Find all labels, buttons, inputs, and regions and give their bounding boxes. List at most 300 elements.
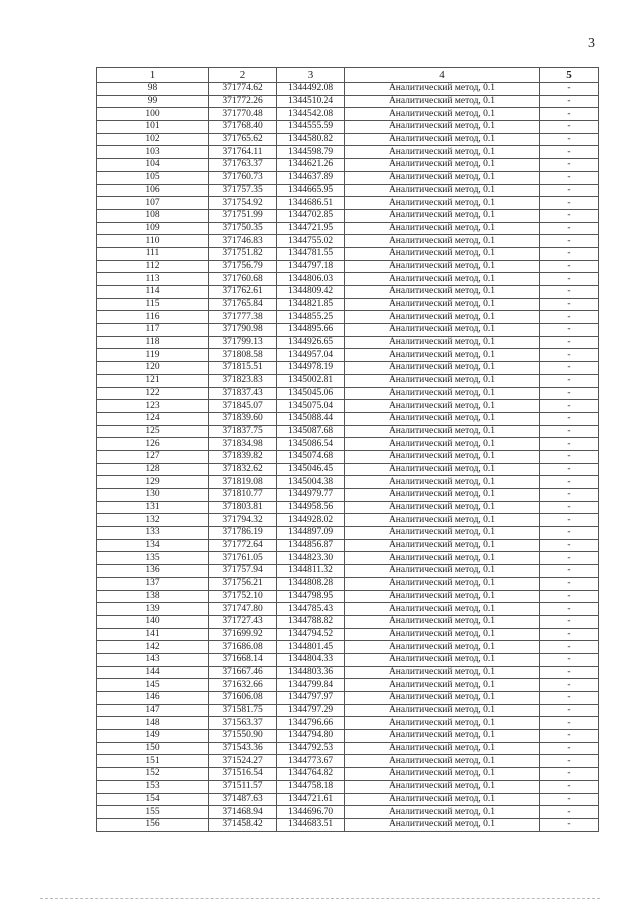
point-number: 122 <box>97 387 209 400</box>
y-coordinate: 1344803.36 <box>277 666 345 679</box>
table-row <box>97 159 599 172</box>
point-number: 125 <box>97 425 209 438</box>
table-row <box>97 247 599 260</box>
x-coordinate: 371765.84 <box>209 298 277 311</box>
note: - <box>540 159 599 172</box>
note: - <box>540 108 599 121</box>
x-coordinate: 371756.79 <box>209 260 277 273</box>
point-number: 140 <box>97 615 209 628</box>
note: - <box>540 717 599 730</box>
point-number: 150 <box>97 742 209 755</box>
point-number: 102 <box>97 133 209 146</box>
method-accuracy: Аналитический метод, 0.1 <box>345 286 540 299</box>
table-row <box>97 780 599 793</box>
note: - <box>540 311 599 324</box>
note: - <box>540 298 599 311</box>
method-accuracy: Аналитический метод, 0.1 <box>345 400 540 413</box>
method-accuracy: Аналитический метод, 0.1 <box>345 108 540 121</box>
x-coordinate: 371794.32 <box>209 514 277 527</box>
table-row <box>97 121 599 134</box>
x-coordinate: 371581.75 <box>209 704 277 717</box>
y-coordinate: 1344510.24 <box>277 95 345 108</box>
note: - <box>540 374 599 387</box>
y-coordinate: 1344928.02 <box>277 514 345 527</box>
y-coordinate: 1345086.54 <box>277 438 345 451</box>
method-accuracy: Аналитический метод, 0.1 <box>345 780 540 793</box>
note: - <box>540 425 599 438</box>
table-row <box>97 742 599 755</box>
method-accuracy: Аналитический метод, 0.1 <box>345 374 540 387</box>
method-accuracy: Аналитический метод, 0.1 <box>345 755 540 768</box>
note: - <box>540 222 599 235</box>
y-coordinate: 1344855.25 <box>277 311 345 324</box>
x-coordinate: 371810.77 <box>209 489 277 502</box>
note: - <box>540 324 599 337</box>
method-accuracy: Аналитический метод, 0.1 <box>345 184 540 197</box>
point-number: 114 <box>97 286 209 299</box>
page-bottom-edge <box>40 898 600 899</box>
y-coordinate: 1345088.44 <box>277 412 345 425</box>
table-row <box>97 565 599 578</box>
point-number: 129 <box>97 476 209 489</box>
table-row <box>97 501 599 514</box>
x-coordinate: 371746.83 <box>209 235 277 248</box>
table-row <box>97 184 599 197</box>
y-coordinate: 1344806.03 <box>277 273 345 286</box>
note: - <box>540 247 599 260</box>
table-row <box>97 692 599 705</box>
y-coordinate: 1344799.84 <box>277 679 345 692</box>
point-number: 130 <box>97 489 209 502</box>
column-header-5: 5 <box>540 68 599 83</box>
point-number: 155 <box>97 806 209 819</box>
y-coordinate: 1344797.18 <box>277 260 345 273</box>
y-coordinate: 1344794.52 <box>277 628 345 641</box>
note: - <box>540 197 599 210</box>
page-number: 3 <box>588 36 595 51</box>
method-accuracy: Аналитический метод, 0.1 <box>345 336 540 349</box>
table-row <box>97 539 599 552</box>
y-coordinate: 1344621.26 <box>277 159 345 172</box>
table-header-row <box>97 68 599 83</box>
y-coordinate: 1344808.28 <box>277 577 345 590</box>
note: - <box>540 679 599 692</box>
table-row <box>97 527 599 540</box>
x-coordinate: 371799.13 <box>209 336 277 349</box>
table-row <box>97 768 599 781</box>
x-coordinate: 371563.37 <box>209 717 277 730</box>
y-coordinate: 1344823.30 <box>277 552 345 565</box>
note: - <box>540 527 599 540</box>
method-accuracy: Аналитический метод, 0.1 <box>345 159 540 172</box>
note: - <box>540 780 599 793</box>
x-coordinate: 371786.19 <box>209 527 277 540</box>
table-row <box>97 108 599 121</box>
method-accuracy: Аналитический метод, 0.1 <box>345 806 540 819</box>
note: - <box>540 438 599 451</box>
note: - <box>540 628 599 641</box>
note: - <box>540 336 599 349</box>
note: - <box>540 666 599 679</box>
method-accuracy: Аналитический метод, 0.1 <box>345 171 540 184</box>
x-coordinate: 371747.80 <box>209 603 277 616</box>
y-coordinate: 1344958.56 <box>277 501 345 514</box>
table-row <box>97 298 599 311</box>
table-row <box>97 273 599 286</box>
note: - <box>540 235 599 248</box>
table-row <box>97 197 599 210</box>
y-coordinate: 1344797.29 <box>277 704 345 717</box>
y-coordinate: 1344811.32 <box>277 565 345 578</box>
x-coordinate: 371632.66 <box>209 679 277 692</box>
y-coordinate: 1344764.82 <box>277 768 345 781</box>
coordinates-table <box>96 67 599 832</box>
point-number: 127 <box>97 450 209 463</box>
x-coordinate: 371516.54 <box>209 768 277 781</box>
note: - <box>540 400 599 413</box>
note: - <box>540 349 599 362</box>
method-accuracy: Аналитический метод, 0.1 <box>345 121 540 134</box>
table-row <box>97 514 599 527</box>
method-accuracy: Аналитический метод, 0.1 <box>345 717 540 730</box>
x-coordinate: 371667.46 <box>209 666 277 679</box>
x-coordinate: 371839.60 <box>209 412 277 425</box>
method-accuracy: Аналитический метод, 0.1 <box>345 311 540 324</box>
y-coordinate: 1344542.08 <box>277 108 345 121</box>
column-header-3: 3 <box>277 68 345 83</box>
x-coordinate: 371790.98 <box>209 324 277 337</box>
x-coordinate: 371819.08 <box>209 476 277 489</box>
x-coordinate: 371760.73 <box>209 171 277 184</box>
method-accuracy: Аналитический метод, 0.1 <box>345 666 540 679</box>
table-row <box>97 679 599 692</box>
x-coordinate: 371757.94 <box>209 565 277 578</box>
method-accuracy: Аналитический метод, 0.1 <box>345 590 540 603</box>
y-coordinate: 1344796.66 <box>277 717 345 730</box>
method-accuracy: Аналитический метод, 0.1 <box>345 260 540 273</box>
point-number: 108 <box>97 209 209 222</box>
method-accuracy: Аналитический метод, 0.1 <box>345 577 540 590</box>
point-number: 128 <box>97 463 209 476</box>
table-body <box>97 83 599 832</box>
y-coordinate: 1344637.89 <box>277 171 345 184</box>
method-accuracy: Аналитический метод, 0.1 <box>345 641 540 654</box>
point-number: 152 <box>97 768 209 781</box>
x-coordinate: 371772.64 <box>209 539 277 552</box>
table-row <box>97 146 599 159</box>
note: - <box>540 692 599 705</box>
x-coordinate: 371763.37 <box>209 159 277 172</box>
y-coordinate: 1345002.81 <box>277 374 345 387</box>
point-number: 123 <box>97 400 209 413</box>
method-accuracy: Аналитический метод, 0.1 <box>345 362 540 375</box>
x-coordinate: 371764.11 <box>209 146 277 159</box>
table-row <box>97 628 599 641</box>
table-row <box>97 425 599 438</box>
note: - <box>540 450 599 463</box>
note: - <box>540 793 599 806</box>
point-number: 141 <box>97 628 209 641</box>
note: - <box>540 209 599 222</box>
table-row <box>97 476 599 489</box>
method-accuracy: Аналитический метод, 0.1 <box>345 235 540 248</box>
note: - <box>540 95 599 108</box>
x-coordinate: 371754.92 <box>209 197 277 210</box>
note: - <box>540 730 599 743</box>
note: - <box>540 146 599 159</box>
point-number: 139 <box>97 603 209 616</box>
x-coordinate: 371803.81 <box>209 501 277 514</box>
table-row <box>97 463 599 476</box>
x-coordinate: 371752.10 <box>209 590 277 603</box>
note: - <box>540 806 599 819</box>
note: - <box>540 768 599 781</box>
x-coordinate: 371832.62 <box>209 463 277 476</box>
y-coordinate: 1344773.67 <box>277 755 345 768</box>
y-coordinate: 1344895.66 <box>277 324 345 337</box>
y-coordinate: 1344598.79 <box>277 146 345 159</box>
y-coordinate: 1344721.95 <box>277 222 345 235</box>
method-accuracy: Аналитический метод, 0.1 <box>345 133 540 146</box>
table-row <box>97 222 599 235</box>
y-coordinate: 1344721.61 <box>277 793 345 806</box>
y-coordinate: 1345045.06 <box>277 387 345 400</box>
point-number: 103 <box>97 146 209 159</box>
method-accuracy: Аналитический метод, 0.1 <box>345 730 540 743</box>
table-row <box>97 717 599 730</box>
point-number: 110 <box>97 235 209 248</box>
y-coordinate: 1344665.95 <box>277 184 345 197</box>
table-row <box>97 400 599 413</box>
x-coordinate: 371823.83 <box>209 374 277 387</box>
point-number: 135 <box>97 552 209 565</box>
method-accuracy: Аналитический метод, 0.1 <box>345 273 540 286</box>
note: - <box>540 742 599 755</box>
y-coordinate: 1344555.59 <box>277 121 345 134</box>
y-coordinate: 1344788.82 <box>277 615 345 628</box>
point-number: 126 <box>97 438 209 451</box>
x-coordinate: 371511.57 <box>209 780 277 793</box>
method-accuracy: Аналитический метод, 0.1 <box>345 197 540 210</box>
y-coordinate: 1344804.33 <box>277 653 345 666</box>
note: - <box>540 590 599 603</box>
point-number: 153 <box>97 780 209 793</box>
note: - <box>540 489 599 502</box>
y-coordinate: 1344683.51 <box>277 818 345 831</box>
point-number: 118 <box>97 336 209 349</box>
method-accuracy: Аналитический метод, 0.1 <box>345 501 540 514</box>
table-row <box>97 590 599 603</box>
table-row <box>97 438 599 451</box>
y-coordinate: 1344801.45 <box>277 641 345 654</box>
method-accuracy: Аналитический метод, 0.1 <box>345 603 540 616</box>
point-number: 121 <box>97 374 209 387</box>
point-number: 149 <box>97 730 209 743</box>
table-row <box>97 641 599 654</box>
method-accuracy: Аналитический метод, 0.1 <box>345 438 540 451</box>
table-row <box>97 603 599 616</box>
y-coordinate: 1344794.80 <box>277 730 345 743</box>
method-accuracy: Аналитический метод, 0.1 <box>345 349 540 362</box>
point-number: 117 <box>97 324 209 337</box>
method-accuracy: Аналитический метод, 0.1 <box>345 247 540 260</box>
method-accuracy: Аналитический метод, 0.1 <box>345 387 540 400</box>
x-coordinate: 371774.62 <box>209 83 277 96</box>
note: - <box>540 615 599 628</box>
method-accuracy: Аналитический метод, 0.1 <box>345 476 540 489</box>
note: - <box>540 501 599 514</box>
y-coordinate: 1344686.51 <box>277 197 345 210</box>
point-number: 100 <box>97 108 209 121</box>
table-row <box>97 324 599 337</box>
table-row <box>97 412 599 425</box>
point-number: 136 <box>97 565 209 578</box>
method-accuracy: Аналитический метод, 0.1 <box>345 565 540 578</box>
table-row <box>97 818 599 831</box>
note: - <box>540 476 599 489</box>
x-coordinate: 371487.63 <box>209 793 277 806</box>
y-coordinate: 1344696.70 <box>277 806 345 819</box>
note: - <box>540 412 599 425</box>
point-number: 137 <box>97 577 209 590</box>
y-coordinate: 1344702.85 <box>277 209 345 222</box>
y-coordinate: 1344897.09 <box>277 527 345 540</box>
point-number: 154 <box>97 793 209 806</box>
point-number: 116 <box>97 311 209 324</box>
method-accuracy: Аналитический метод, 0.1 <box>345 628 540 641</box>
column-header-1: 1 <box>97 68 209 83</box>
table-row <box>97 349 599 362</box>
table-row <box>97 171 599 184</box>
method-accuracy: Аналитический метод, 0.1 <box>345 146 540 159</box>
y-coordinate: 1344785.43 <box>277 603 345 616</box>
x-coordinate: 371699.92 <box>209 628 277 641</box>
note: - <box>540 121 599 134</box>
point-number: 151 <box>97 755 209 768</box>
x-coordinate: 371757.35 <box>209 184 277 197</box>
table-row <box>97 704 599 717</box>
x-coordinate: 371606.08 <box>209 692 277 705</box>
point-number: 112 <box>97 260 209 273</box>
x-coordinate: 371750.35 <box>209 222 277 235</box>
x-coordinate: 371815.51 <box>209 362 277 375</box>
x-coordinate: 371686.08 <box>209 641 277 654</box>
x-coordinate: 371756.21 <box>209 577 277 590</box>
y-coordinate: 1345004.38 <box>277 476 345 489</box>
method-accuracy: Аналитический метод, 0.1 <box>345 552 540 565</box>
table-row <box>97 235 599 248</box>
note: - <box>540 514 599 527</box>
table-row <box>97 666 599 679</box>
table-row <box>97 83 599 96</box>
x-coordinate: 371845.07 <box>209 400 277 413</box>
point-number: 99 <box>97 95 209 108</box>
table-row <box>97 615 599 628</box>
y-coordinate: 1344797.97 <box>277 692 345 705</box>
x-coordinate: 371751.99 <box>209 209 277 222</box>
point-number: 142 <box>97 641 209 654</box>
point-number: 119 <box>97 349 209 362</box>
y-coordinate: 1344821.85 <box>277 298 345 311</box>
table-row <box>97 286 599 299</box>
x-coordinate: 371458.42 <box>209 818 277 831</box>
x-coordinate: 371837.43 <box>209 387 277 400</box>
note: - <box>540 133 599 146</box>
method-accuracy: Аналитический метод, 0.1 <box>345 412 540 425</box>
y-coordinate: 1344492.08 <box>277 83 345 96</box>
note: - <box>540 387 599 400</box>
point-number: 120 <box>97 362 209 375</box>
note: - <box>540 539 599 552</box>
note: - <box>540 273 599 286</box>
note: - <box>540 818 599 831</box>
note: - <box>540 286 599 299</box>
point-number: 101 <box>97 121 209 134</box>
point-number: 105 <box>97 171 209 184</box>
method-accuracy: Аналитический метод, 0.1 <box>345 324 540 337</box>
point-number: 113 <box>97 273 209 286</box>
x-coordinate: 371668.14 <box>209 653 277 666</box>
x-coordinate: 371834.98 <box>209 438 277 451</box>
point-number: 146 <box>97 692 209 705</box>
x-coordinate: 371777.38 <box>209 311 277 324</box>
table-row <box>97 311 599 324</box>
x-coordinate: 371760.68 <box>209 273 277 286</box>
method-accuracy: Аналитический метод, 0.1 <box>345 768 540 781</box>
y-coordinate: 1345074.68 <box>277 450 345 463</box>
note: - <box>540 260 599 273</box>
y-coordinate: 1344580.82 <box>277 133 345 146</box>
y-coordinate: 1344755.02 <box>277 235 345 248</box>
y-coordinate: 1344798.95 <box>277 590 345 603</box>
x-coordinate: 371468.94 <box>209 806 277 819</box>
method-accuracy: Аналитический метод, 0.1 <box>345 742 540 755</box>
table-row <box>97 374 599 387</box>
table-row <box>97 489 599 502</box>
method-accuracy: Аналитический метод, 0.1 <box>345 679 540 692</box>
point-number: 156 <box>97 818 209 831</box>
y-coordinate: 1345087.68 <box>277 425 345 438</box>
note: - <box>540 83 599 96</box>
x-coordinate: 371837.75 <box>209 425 277 438</box>
note: - <box>540 463 599 476</box>
method-accuracy: Аналитический метод, 0.1 <box>345 704 540 717</box>
point-number: 115 <box>97 298 209 311</box>
x-coordinate: 371808.58 <box>209 349 277 362</box>
note: - <box>540 552 599 565</box>
table-row <box>97 260 599 273</box>
y-coordinate: 1344781.55 <box>277 247 345 260</box>
note: - <box>540 653 599 666</box>
table-row <box>97 95 599 108</box>
note: - <box>540 603 599 616</box>
method-accuracy: Аналитический метод, 0.1 <box>345 83 540 96</box>
column-header-2: 2 <box>209 68 277 83</box>
point-number: 134 <box>97 539 209 552</box>
point-number: 109 <box>97 222 209 235</box>
point-number: 147 <box>97 704 209 717</box>
x-coordinate: 371839.82 <box>209 450 277 463</box>
point-number: 132 <box>97 514 209 527</box>
x-coordinate: 371543.36 <box>209 742 277 755</box>
x-coordinate: 371761.05 <box>209 552 277 565</box>
table-row <box>97 336 599 349</box>
method-accuracy: Аналитический метод, 0.1 <box>345 463 540 476</box>
method-accuracy: Аналитический метод, 0.1 <box>345 450 540 463</box>
column-header-4: 4 <box>345 68 540 83</box>
method-accuracy: Аналитический метод, 0.1 <box>345 514 540 527</box>
y-coordinate: 1344758.18 <box>277 780 345 793</box>
